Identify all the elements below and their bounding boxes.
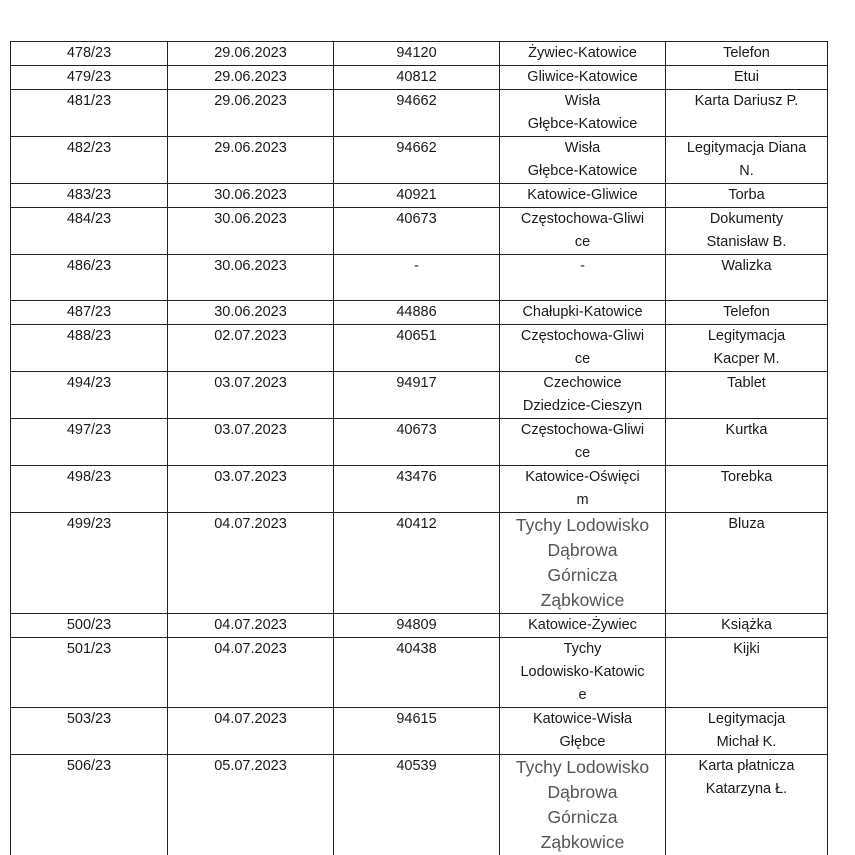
train-number-cell: 94662 [334,90,500,137]
train-number-cell: 94662 [334,137,500,184]
record-number-cell: 478/23 [11,42,168,66]
route-cell: Katowice-Wisła Głębce [500,708,666,755]
table-row [11,42,828,66]
train-number-cell: 40673 [334,208,500,255]
date-cell: 02.07.2023 [168,325,334,372]
record-number-cell: 484/23 [11,208,168,255]
item-cell: Tablet [666,372,828,419]
route-cell: Czechowice Dziedzice-Cieszyn [500,372,666,419]
item-cell: Kijki [666,638,828,708]
record-number-cell: 497/23 [11,419,168,466]
table-row [11,137,828,184]
record-number-cell: 503/23 [11,708,168,755]
route-cell: Częstochowa-Gliwi ce [500,419,666,466]
lost-items-table [10,41,828,855]
date-cell: 30.06.2023 [168,301,334,325]
route-cell: Częstochowa-Gliwi ce [500,208,666,255]
record-number-cell: 498/23 [11,466,168,513]
route-cell: Katowice-Gliwice [500,184,666,208]
date-cell: 04.07.2023 [168,614,334,638]
train-number-cell: 94809 [334,614,500,638]
item-cell: Legitymacja Kacper M. [666,325,828,372]
record-number-cell: 501/23 [11,638,168,708]
record-number-cell: 482/23 [11,137,168,184]
record-number-cell: 494/23 [11,372,168,419]
date-cell: 04.07.2023 [168,513,334,614]
date-cell: 03.07.2023 [168,466,334,513]
route-cell: Tychy Lodowisko-Katowic e [500,638,666,708]
item-cell: Dokumenty Stanisław B. [666,208,828,255]
train-number-cell: 40412 [334,513,500,614]
table-row [11,255,828,301]
record-number-cell: 500/23 [11,614,168,638]
date-cell: 30.06.2023 [168,208,334,255]
table-row [11,184,828,208]
train-number-cell: 40673 [334,419,500,466]
table-row [11,372,828,419]
route-cell: Tychy Lodowisko Dąbrowa Górnicza Ząbkowice [500,755,666,855]
date-cell: 29.06.2023 [168,90,334,137]
route-cell: Żywiec-Katowice [500,42,666,66]
train-number-cell: - [334,255,500,301]
table-row [11,638,828,708]
route-cell: Wisła Głębce-Katowice [500,90,666,137]
item-cell: Torba [666,184,828,208]
item-cell: Telefon [666,301,828,325]
date-cell: 05.07.2023 [168,755,334,855]
date-cell: 29.06.2023 [168,66,334,90]
item-cell: Walizka [666,255,828,301]
record-number-cell: 499/23 [11,513,168,614]
train-number-cell: 94615 [334,708,500,755]
route-cell: Gliwice-Katowice [500,66,666,90]
record-number-cell: 488/23 [11,325,168,372]
item-cell: Legitymacja Michał K. [666,708,828,755]
table-row [11,466,828,513]
route-cell: Chałupki-Katowice [500,301,666,325]
train-number-cell: 94120 [334,42,500,66]
train-number-cell: 43476 [334,466,500,513]
route-cell: - [500,255,666,301]
date-cell: 03.07.2023 [168,372,334,419]
item-cell: Książka [666,614,828,638]
table-row [11,513,828,614]
date-cell: 29.06.2023 [168,137,334,184]
date-cell: 29.06.2023 [168,42,334,66]
date-cell: 03.07.2023 [168,419,334,466]
table-row [11,755,828,855]
route-cell: Katowice-Oświęci m [500,466,666,513]
train-number-cell: 44886 [334,301,500,325]
item-cell: Telefon [666,42,828,66]
train-number-cell: 94917 [334,372,500,419]
item-cell: Karta płatnicza Katarzyna Ł. [666,755,828,855]
item-cell: Legitymacja Diana N. [666,137,828,184]
train-number-cell: 40651 [334,325,500,372]
item-cell: Karta Dariusz P. [666,90,828,137]
route-cell: Katowice-Żywiec [500,614,666,638]
route-cell: Częstochowa-Gliwi ce [500,325,666,372]
date-cell: 04.07.2023 [168,708,334,755]
train-number-cell: 40921 [334,184,500,208]
record-number-cell: 479/23 [11,66,168,90]
date-cell: 04.07.2023 [168,638,334,708]
date-cell: 30.06.2023 [168,255,334,301]
route-cell: Tychy Lodowisko Dąbrowa Górnicza Ząbkowice [500,513,666,614]
train-number-cell: 40438 [334,638,500,708]
item-cell: Etui [666,66,828,90]
table-row [11,419,828,466]
record-number-cell: 481/23 [11,90,168,137]
table-row [11,90,828,137]
record-number-cell: 486/23 [11,255,168,301]
date-cell: 30.06.2023 [168,184,334,208]
table-row [11,708,828,755]
record-number-cell: 506/23 [11,755,168,855]
table-row [11,325,828,372]
item-cell: Torebka [666,466,828,513]
record-number-cell: 487/23 [11,301,168,325]
table-row [11,66,828,90]
train-number-cell: 40539 [334,755,500,855]
table-row [11,614,828,638]
record-number-cell: 483/23 [11,184,168,208]
route-cell: Wisła Głębce-Katowice [500,137,666,184]
item-cell: Kurtka [666,419,828,466]
train-number-cell: 40812 [334,66,500,90]
table-row [11,208,828,255]
table-row [11,301,828,325]
item-cell: Bluza [666,513,828,614]
